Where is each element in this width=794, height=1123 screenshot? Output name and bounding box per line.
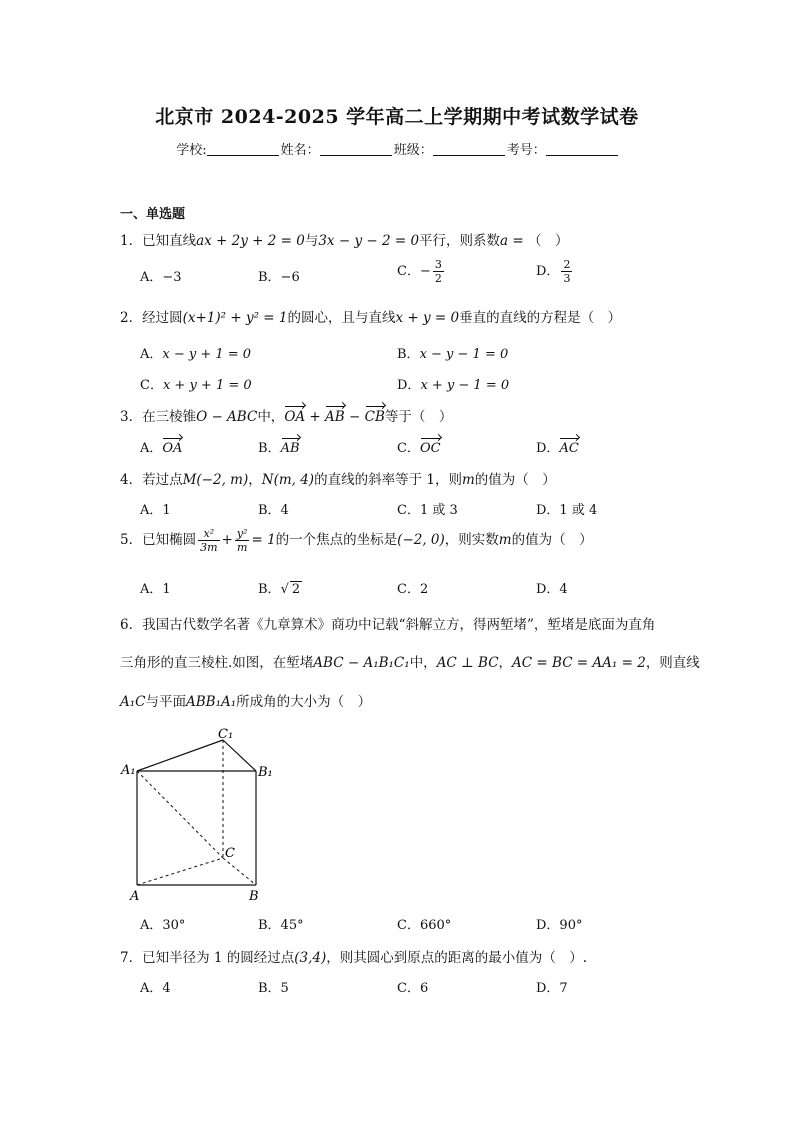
fraction xyxy=(235,527,250,554)
edge-ac-hidden xyxy=(137,858,223,885)
option-a[interactable]: A．30° xyxy=(140,918,186,933)
vector: AC xyxy=(559,441,579,456)
option-a[interactable]: A．1 xyxy=(140,582,171,597)
vector: AB xyxy=(325,409,345,425)
math-expression: ABB₁A₁ xyxy=(186,694,237,710)
question-text: ，则其圆心到原点的距离的最小值为（ ）. xyxy=(326,950,588,966)
label-a: A xyxy=(130,889,140,904)
math-variable: m xyxy=(461,472,475,488)
option-b[interactable]: B．√ 2 xyxy=(258,582,301,597)
math-expression: M(−2, m) xyxy=(182,472,249,488)
question-text: ，则实数 xyxy=(444,532,499,548)
segment-a1c-hidden xyxy=(137,771,223,858)
question-text: 与平面 xyxy=(145,694,186,710)
question-text: 垂直的直线的方程是（ ） xyxy=(459,310,622,326)
school-label: 学校: xyxy=(176,143,207,158)
edge-c1b1 xyxy=(223,740,256,771)
question-3 xyxy=(120,405,452,425)
vector: OA xyxy=(162,441,183,456)
option-label: C． xyxy=(140,378,163,393)
question-5 xyxy=(120,527,593,554)
question-text: ， xyxy=(248,472,262,488)
question-6 xyxy=(120,613,655,633)
question-text: 的直线的斜率等于 1，则 xyxy=(314,472,462,488)
question-text: 的值为（ ） xyxy=(474,472,556,488)
option-label: D． xyxy=(397,378,421,393)
denominator: m xyxy=(236,541,248,554)
question-text: 在三棱锥 xyxy=(142,409,197,425)
question-4 xyxy=(120,468,556,488)
option-label: C．− xyxy=(397,264,431,279)
section-heading: 一、单选题 xyxy=(120,207,186,222)
option-label: B． xyxy=(397,347,420,362)
question-text: 已知半径为 1 的圆经过点 xyxy=(142,950,295,966)
label-b1: B₁ xyxy=(258,765,273,780)
math-expression: (x+1)² + y² = 1 xyxy=(182,310,288,326)
prism-diagram xyxy=(118,724,288,904)
question-text: 平行，则系数 xyxy=(419,233,501,249)
math-expression: A₁C xyxy=(120,694,146,710)
denominator: 3m xyxy=(200,541,218,554)
option-label: C． xyxy=(397,441,420,456)
question-text: ，则直线 xyxy=(645,655,700,671)
math-expression: AC ⊥ BC xyxy=(436,655,499,671)
question-2 xyxy=(120,306,621,326)
name-label: 姓名： xyxy=(280,143,320,158)
option-c[interactable]: C．1 或 3 xyxy=(397,503,458,518)
question-text: 中， xyxy=(409,655,437,671)
question-number: 7． xyxy=(120,950,143,966)
label-c1: C₁ xyxy=(218,727,234,742)
option-c[interactable] xyxy=(397,437,441,456)
question-text: 经过圆 xyxy=(142,310,183,326)
question-number: 1． xyxy=(120,233,143,249)
math-expression: x − y + 1 = 0 xyxy=(162,347,252,362)
math-expression: x + y = 0 xyxy=(395,310,460,326)
question-text: 与 xyxy=(304,233,319,249)
page-title: 北京市 2024-2025 学年高二上学期期中考试数学试卷 xyxy=(155,106,639,128)
option-b[interactable]: B．−6 xyxy=(258,270,300,285)
option-a[interactable]: A．−3 xyxy=(140,270,182,285)
math-expression: = 1 xyxy=(251,532,276,548)
option-d[interactable] xyxy=(536,437,579,456)
option-c[interactable] xyxy=(397,258,446,285)
option-label: A． xyxy=(140,441,163,456)
vector: OA xyxy=(284,409,306,425)
question-6-line-3 xyxy=(120,690,371,710)
label-a1: A₁ xyxy=(121,763,136,778)
label-b: B xyxy=(249,889,259,904)
option-label: B． xyxy=(258,582,281,597)
numerator: y² xyxy=(236,527,248,540)
question-number: 6． xyxy=(120,617,143,633)
class-field[interactable] xyxy=(433,142,505,156)
question-number: 5． xyxy=(120,532,143,548)
math-expression: O − ABC xyxy=(196,409,258,425)
denominator: 3 xyxy=(563,272,571,285)
option-b[interactable]: B．4 xyxy=(258,503,289,518)
question-text: 的圆心，且与直线 xyxy=(287,310,396,326)
option-d[interactable]: D．1 或 4 xyxy=(536,503,598,518)
operator: + xyxy=(221,532,233,548)
question-text: = （ ） xyxy=(508,233,569,249)
question-number: 3． xyxy=(120,409,143,425)
option-d[interactable]: D．7 xyxy=(536,981,568,996)
question-6-line-2 xyxy=(120,651,700,671)
math-expression: AC = BC = AA₁ = 2 xyxy=(512,655,646,671)
question-text: 所成角的大小为（ ） xyxy=(236,694,372,710)
vector: CB xyxy=(364,409,385,425)
option-label: A． xyxy=(140,347,163,362)
number-label: 考号： xyxy=(506,143,546,158)
math-expression: x − y − 1 = 0 xyxy=(419,347,509,362)
math-expression: (3,4) xyxy=(294,950,327,966)
school-field[interactable] xyxy=(207,142,279,156)
question-number: 4． xyxy=(120,472,143,488)
math-expression: ax + 2y + 2 = 0 xyxy=(196,233,305,249)
question-text: 已知椭圆 xyxy=(142,532,197,548)
option-a[interactable]: A．4 xyxy=(140,981,171,996)
question-text: 等于（ ） xyxy=(384,409,453,425)
numerator: 3 xyxy=(434,258,442,271)
fraction xyxy=(433,258,444,285)
vector: OC xyxy=(419,441,441,456)
number-field[interactable] xyxy=(546,142,618,156)
math-expression: x + y − 1 = 0 xyxy=(420,378,510,393)
question-text: 我国古代数学名著《九章算术》商功中记载“斜解立方，得两堑堵”，堑堵是底面为直角 xyxy=(142,617,656,633)
math-expression: ABC − A₁B₁C₁ xyxy=(313,655,410,671)
question-text: 已知直线 xyxy=(142,233,197,249)
math-expression: 3x − y − 2 = 0 xyxy=(318,233,420,249)
option-label: B． xyxy=(258,441,281,456)
option-c[interactable]: C．2 xyxy=(397,582,429,597)
class-label: 班级： xyxy=(393,143,433,158)
option-a[interactable]: A．1 xyxy=(140,503,171,518)
option-a[interactable] xyxy=(140,437,182,456)
operator: + xyxy=(305,409,326,425)
edge-cb-hidden xyxy=(223,858,256,885)
option-d[interactable]: D．90° xyxy=(536,918,583,933)
option-b[interactable]: B．5 xyxy=(258,981,289,996)
option-b[interactable] xyxy=(258,437,300,456)
option-c[interactable] xyxy=(140,374,252,393)
edge-a1c1 xyxy=(137,740,223,771)
question-text: 的值为（ ） xyxy=(511,532,593,548)
question-text: 中， xyxy=(257,409,285,425)
question-text: 若过点 xyxy=(142,472,183,488)
question-7 xyxy=(120,946,587,966)
option-d[interactable] xyxy=(536,258,574,285)
option-label: D． xyxy=(536,441,560,456)
option-b[interactable]: B．45° xyxy=(258,918,304,933)
math-expression: N(m, 4) xyxy=(261,472,315,488)
fraction xyxy=(561,258,572,285)
option-a[interactable] xyxy=(140,343,251,362)
math-expression: x + y + 1 = 0 xyxy=(162,378,252,393)
label-c: C xyxy=(225,846,235,861)
operator: − xyxy=(344,409,365,425)
math-variable: a xyxy=(500,233,509,249)
question-text: 三角形的直三棱柱.如图，在堑堵 xyxy=(120,655,314,671)
math-expression: (−2, 0) xyxy=(397,532,445,548)
question-number: 2． xyxy=(120,310,143,326)
fraction xyxy=(198,527,219,554)
numerator: 2 xyxy=(563,258,571,271)
option-c[interactable]: C．6 xyxy=(397,981,429,996)
numerator: x² xyxy=(198,527,219,541)
option-d[interactable] xyxy=(397,374,509,393)
student-info-line xyxy=(0,139,794,158)
question-1 xyxy=(120,229,569,249)
math-variable: m xyxy=(498,532,512,548)
option-d[interactable]: D．4 xyxy=(536,582,568,597)
option-c[interactable]: C．660° xyxy=(397,918,452,933)
sqrt-radicand: 2 xyxy=(291,582,301,597)
option-b[interactable] xyxy=(397,343,508,362)
name-field[interactable] xyxy=(320,142,392,156)
option-label: D． xyxy=(536,264,560,279)
question-text: 的一个焦点的坐标是 xyxy=(275,532,398,548)
denominator: 2 xyxy=(434,272,442,285)
question-text: ， xyxy=(498,655,513,671)
vector: AB xyxy=(280,441,300,456)
